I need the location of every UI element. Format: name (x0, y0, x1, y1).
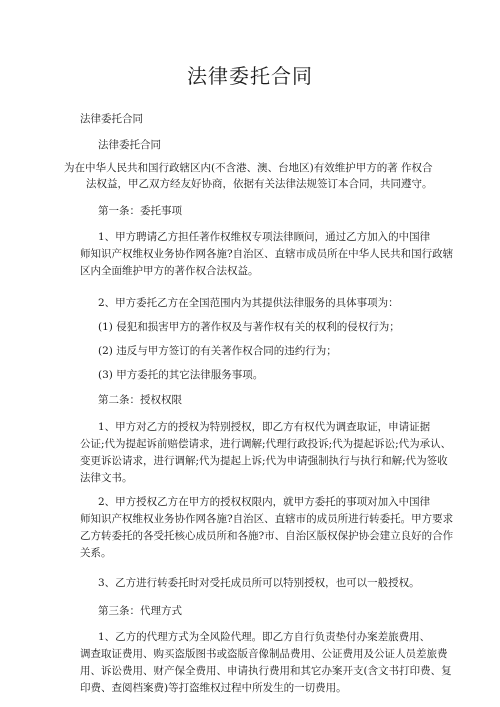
article-2-para-1-line-3: 变更诉讼请求，进行调解;代为提起上诉;代为申请强制执行与执行和解;代为签收 (80, 455, 448, 467)
intro-line-2: 法权益，甲乙双方经友好协商，依据有关法律法规签订本合同，共同遵守。 (86, 178, 433, 190)
subtitle-1: 法律委托合同 (80, 113, 143, 125)
article-3-para-1-line-3: 用、诉讼费用、财产保全费用、申请执行费用和其它办案开支(含文书打印费、复 (80, 665, 452, 677)
article-2-para-2-line-3: 乙方转委托的各受托核心成员所和各施?市、自治区版权保护协会建立良好的合作 (80, 530, 454, 542)
article-3-heading: 第三条：代理方式 (98, 605, 182, 617)
article-1-item-1: (1) 侵犯和损害甲方的著作权及与著作权有关的权利的侵权行为； (98, 321, 400, 333)
document-title: 法律委托合同 (187, 64, 313, 88)
article-1-para-1-line-2: 师知识产权维权业务协作网各施?自治区、直辖市成员所在中华人民共和国行政辖 (80, 248, 454, 260)
article-2-para-3: 3、乙方进行转委托时对受托成员所可以特别授权，也可以一般授权。 (98, 577, 420, 589)
intro-line-1: 为在中华人民共和国行政辖区内(不含港、澳、台地区)有效维护甲方的著 作权合 (64, 162, 433, 174)
article-1-item-2: (2) 违反与甲方签订的有关著作权合同的违约行为； (98, 345, 337, 357)
article-3-para-1-line-2: 调查取证费用、购买盗版图书或盗版音像制品费用、公证费用及公证人员差旅费 (80, 648, 448, 660)
article-1-para-1-line-3: 区内全面维护甲方的著作权合法权益。 (80, 265, 259, 277)
article-2-para-1-line-2: 公证;代为提起诉前赔偿请求，进行调解;代理行政投诉;代为提起诉讼;代为承认、 (80, 438, 452, 450)
article-2-para-2-line-4: 关系。 (80, 547, 112, 559)
article-3-para-1-line-4: 印费、查阅档案费)等打盗维权过程中所发生的一切费用。 (80, 682, 347, 694)
article-2-para-1-line-1: 1、甲方对乙方的授权为特别授权，即乙方有权代为调查取证，申请证据 (98, 421, 431, 433)
article-2-para-2-line-2: 师知识产权维权业务协作网各施?自治区、直辖市的成员所进行转委托。甲方要求 (80, 513, 454, 525)
article-1-item-3: (3) 甲方委托的其它法律服务事项。 (98, 369, 264, 381)
article-2-heading: 第二条：授权权限 (98, 394, 182, 406)
article-3-para-1-line-1: 1、乙方的代理方式为全风险代理。即乙方自行负责垫付办案差旅费用、 (98, 631, 431, 643)
article-1-para-2: 2、甲方委托乙方在全国范围内为其提供法律服务的具体事项为： (98, 297, 399, 309)
subtitle-2: 法律委托合同 (98, 139, 161, 151)
article-1-heading: 第一条：委托事项 (98, 205, 182, 217)
article-2-para-1-line-4: 法律文书。 (80, 472, 133, 484)
article-1-para-1-line-1: 1、甲方聘请乙方担任著作权维权专项法律顾问，通过乙方加入的中国律 (98, 231, 431, 243)
article-2-para-2-line-1: 2、甲方授权乙方在甲方的授权权限内，就甲方委托的事项对加入中国律 (98, 496, 431, 508)
